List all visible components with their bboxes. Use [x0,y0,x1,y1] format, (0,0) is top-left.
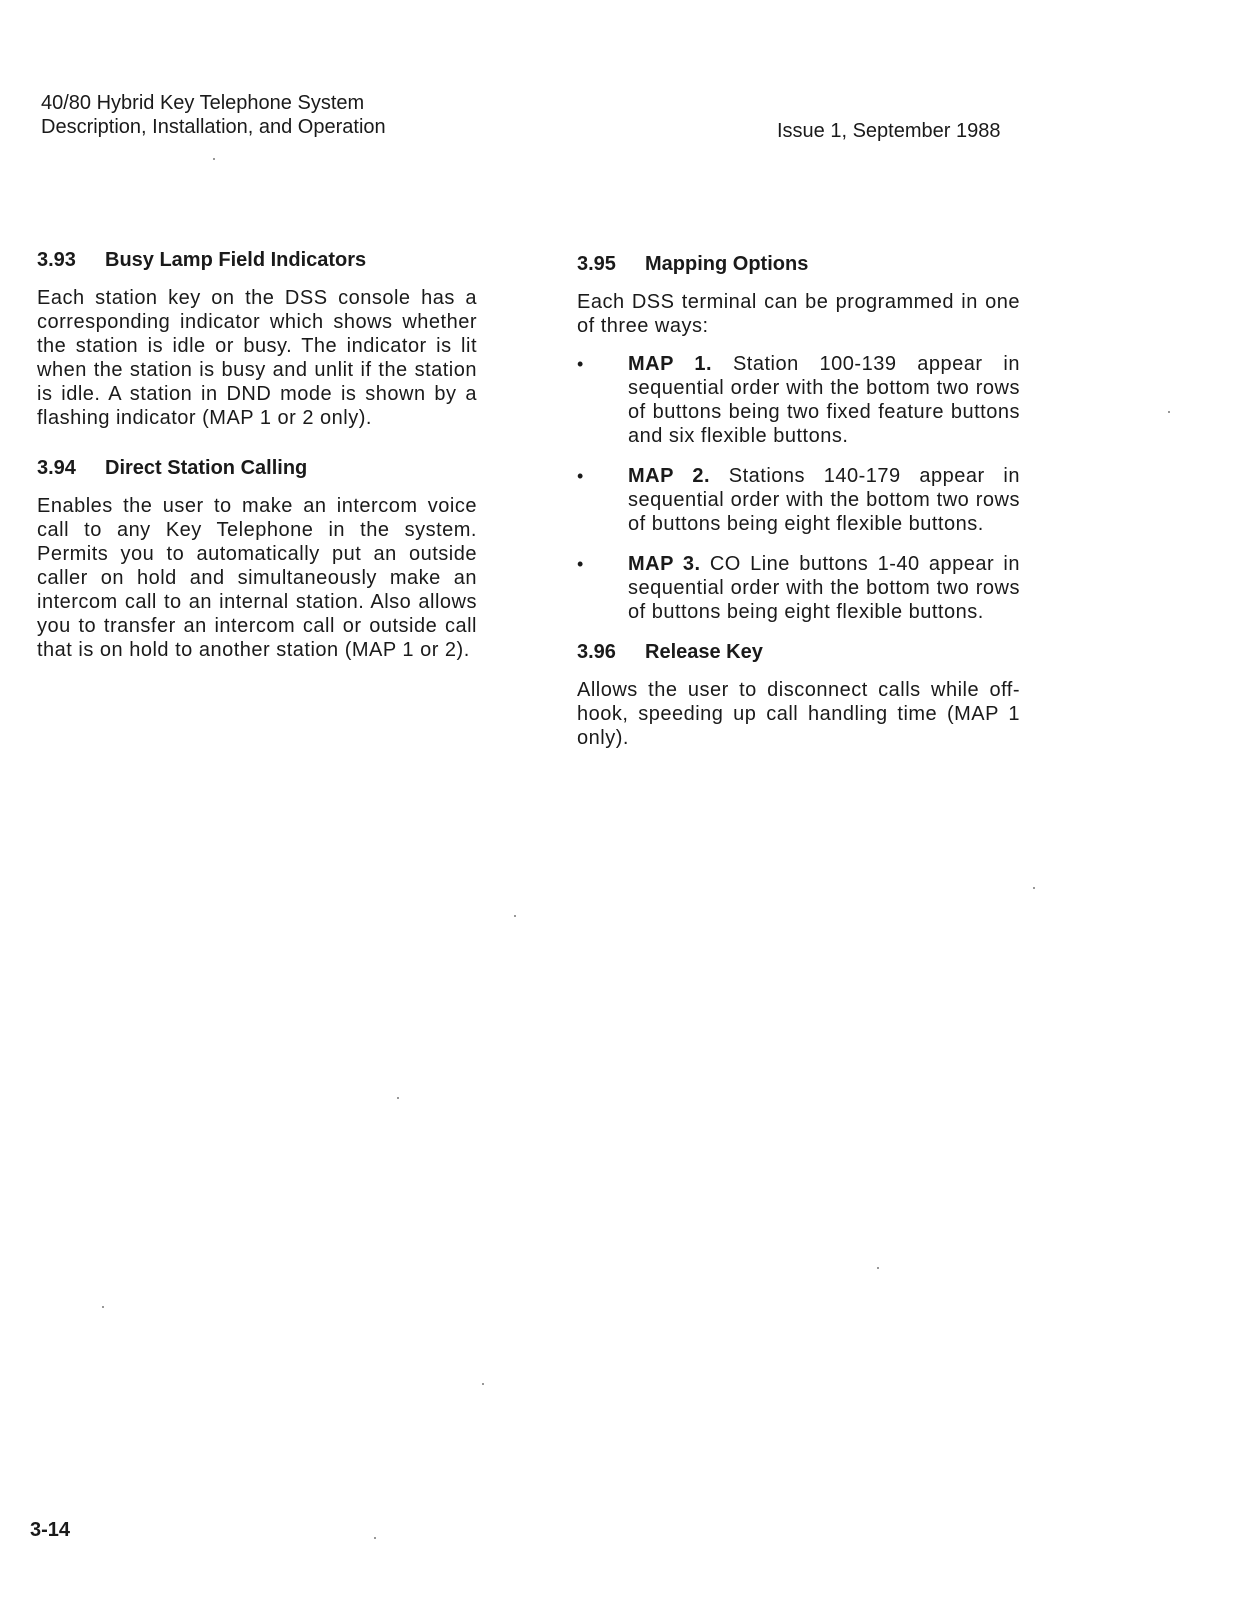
section-heading [577,640,1020,664]
scan-speck [1168,411,1170,413]
document-title [41,91,386,139]
map-label: MAP 2. [628,465,711,487]
section-number: 3.95 [577,253,616,275]
section-number: 3.93 [37,249,76,271]
section-title: Release Key [645,641,763,663]
section-heading [577,252,1020,276]
list-item [577,352,1020,448]
map-label: MAP 3. [628,553,701,575]
section-title: Mapping Options [645,253,809,275]
scan-speck [877,1267,879,1269]
section-heading [37,456,477,480]
map-description: Station 100-139 appear in sequential order with the bottom two rows of buttons being two fixed feature buttons and six flexible buttons. [628,353,1020,447]
scan-speck [482,1383,484,1385]
section-body: Allows the user to disconnect calls while off-hook, speeding up call handling time (MAP 1 only). [577,679,1020,749]
section-body: Enables the user to make an intercom voice call to any Key Telephone in the system. Permits you to automatically put an outside caller on hold and simultaneously make an intercom call to an internal station. Also allows you to transfer an intercom call or outside call that is on hold to another station (MAP 1 or 2). [37,495,477,661]
right-column [577,252,1020,776]
page-number: 3-14 [30,1519,71,1541]
section-3-95 [577,252,1020,624]
bullet-icon: • [577,354,584,374]
document-title-line-2: Description, Installation, and Operation [41,116,386,138]
section-3-93 [37,248,477,430]
map-description: Stations 140-179 appear in sequential order with the bottom two rows of buttons being eight flexible buttons. [628,465,1020,535]
scan-speck [514,915,516,917]
section-title: Busy Lamp Field Indicators [105,249,367,271]
issue-date: Issue 1, September 1988 [777,120,1001,142]
scan-speck [213,158,215,160]
scan-speck [102,1306,104,1308]
list-item [577,464,1020,536]
section-number: 3.94 [37,457,76,479]
section-body: Each station key on the DSS console has a corresponding indicator which shows whether the station is idle or busy. The indicator is lit when the station is busy and unlit if the station is idle. A station in DND mode is shown by a flashing indicator (MAP 1 or 2 only). [37,287,477,429]
map-options-list [577,352,1020,624]
bullet-icon: • [577,466,584,486]
map-label: MAP 1. [628,353,713,375]
section-heading [37,248,477,272]
scan-speck [397,1097,399,1099]
map-description: CO Line buttons 1-40 appear in sequential order with the bottom two rows of buttons being eight flexible buttons. [628,553,1020,623]
list-item [577,552,1020,624]
section-title: Direct Station Calling [105,457,308,479]
section-3-94 [37,456,477,662]
left-column [37,248,477,688]
section-3-96 [577,640,1020,750]
bullet-icon: • [577,554,584,574]
scan-speck [374,1537,376,1539]
document-title-line-1: 40/80 Hybrid Key Telephone System [41,92,365,114]
section-intro: Each DSS terminal can be programmed in one of three ways: [577,291,1020,337]
scan-speck [1033,887,1035,889]
section-number: 3.96 [577,641,616,663]
